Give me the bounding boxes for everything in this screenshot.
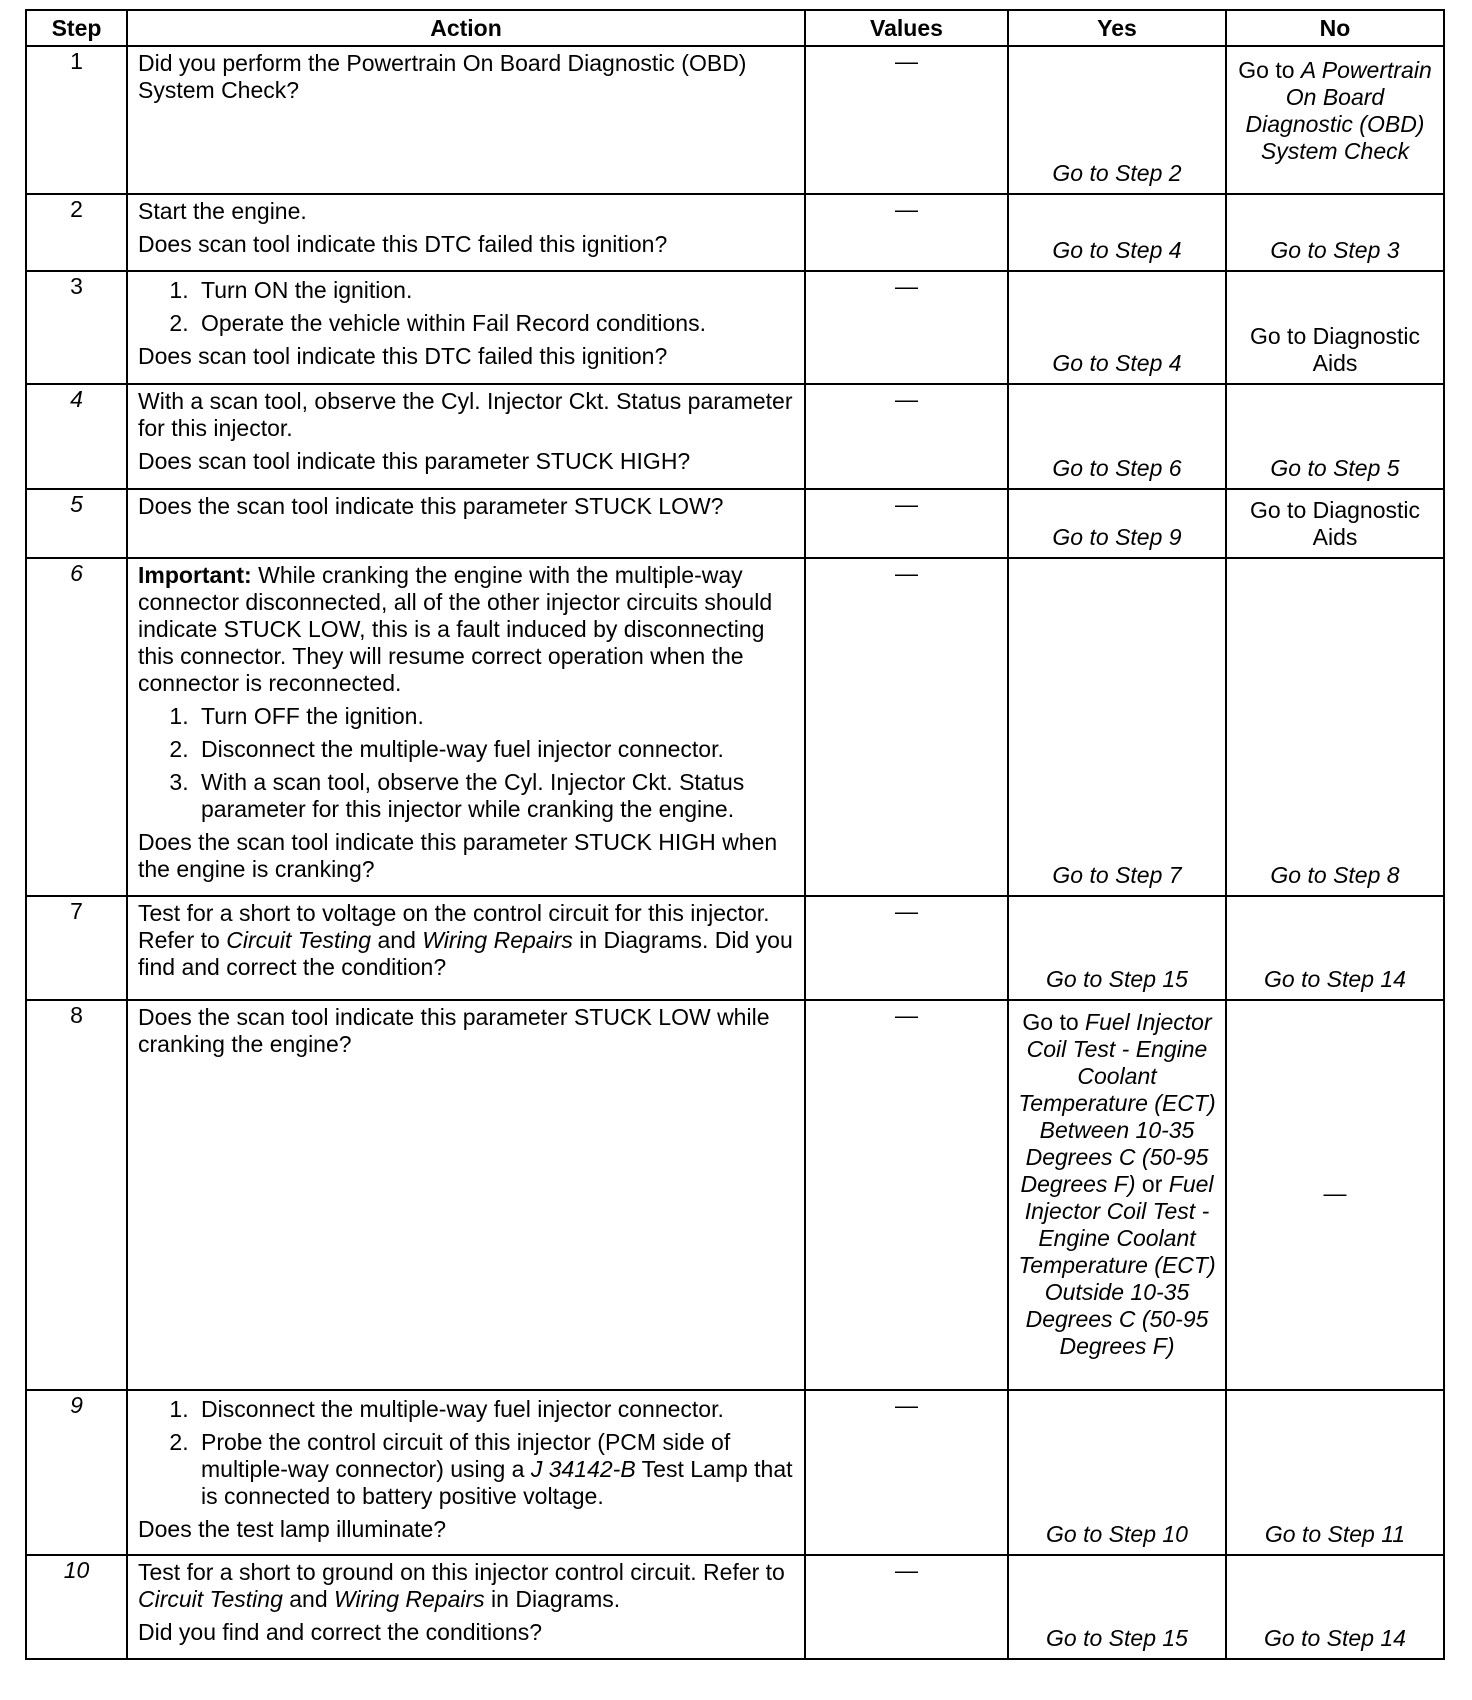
text-span: and: [282, 1586, 335, 1612]
yes-link[interactable]: Go to Step 15: [1046, 1625, 1188, 1651]
no-link[interactable]: Go to Diagnostic Aids: [1249, 323, 1421, 376]
action-question: Did you find and correct the condition?: [138, 927, 793, 980]
no-link[interactable]: Go to Step 14: [1264, 966, 1406, 992]
yes-cell: [1008, 1390, 1226, 1555]
step-number: 8: [26, 1000, 127, 1390]
action-list-item: 1. Disconnect the multiple-way fuel injector connector.: [195, 1396, 794, 1423]
action-question: Does scan tool indicate this parameter STUCK HIGH?: [138, 448, 691, 474]
action-question: Does scan tool indicate this DTC failed this ignition?: [138, 343, 668, 369]
text-span: and: [371, 927, 423, 953]
test-lamp-tool-link[interactable]: J 34142-B: [530, 1456, 636, 1482]
no-link[interactable]: Go to Step 8: [1270, 862, 1400, 888]
no-link[interactable]: Go to Step 14: [1264, 1625, 1406, 1651]
action-text: Start the engine.: [138, 198, 307, 224]
action-text: [138, 1559, 794, 1613]
yes-link[interactable]: Go to Step 4: [1052, 237, 1182, 263]
table-row-4: [26, 384, 1444, 489]
action-cell: [127, 1555, 805, 1659]
step-number: 1: [26, 46, 127, 194]
header-values: Values: [805, 10, 1008, 46]
action-question: Did you find and correct the conditions?: [138, 1619, 543, 1645]
table-header-row: [26, 10, 1444, 46]
coil-test-between-link[interactable]: Fuel Injector Coil Test - Engine Coolant Temperature (ECT) Between 10-35 Degrees C (50-95 Degrees F): [1018, 1009, 1216, 1197]
no-link[interactable]: Go to Step 5: [1270, 455, 1400, 481]
step-number: 7: [26, 896, 127, 1000]
circuit-testing-link[interactable]: Circuit Testing: [138, 1586, 283, 1612]
no-link[interactable]: Go to Diagnostic Aids: [1249, 497, 1421, 550]
action-cell: [127, 46, 805, 194]
values-cell: —: [805, 1390, 1008, 1555]
step-number: 2: [26, 194, 127, 271]
text-span: Test for a short to voltage on the control circuit for this injector. Refer to: [138, 900, 770, 953]
step-number: 5: [26, 489, 127, 558]
values-cell: —: [805, 384, 1008, 489]
action-question: Does scan tool indicate this DTC failed this ignition?: [138, 231, 668, 257]
text-span: in Diagrams.: [484, 1586, 621, 1612]
text-span: Probe the control circuit of this injector (PCM side of multiple-way connector) using a: [201, 1429, 731, 1482]
table-row-8: [26, 1000, 1444, 1390]
yes-link[interactable]: Go to Step 7: [1052, 862, 1182, 888]
yes-link[interactable]: Go to Step 2: [1052, 160, 1182, 186]
action-cell: [127, 1000, 805, 1390]
header-step: Step: [26, 10, 127, 46]
table-row-3: [26, 271, 1444, 384]
no-link[interactable]: Go to Step 11: [1264, 1521, 1406, 1547]
step-number: 3: [26, 271, 127, 384]
no-cell: [1226, 384, 1444, 489]
step-number: 4: [26, 384, 127, 489]
yes-or: or: [1135, 1171, 1169, 1197]
table-row-7: [26, 896, 1444, 1000]
values-cell: —: [805, 1000, 1008, 1390]
values-cell: —: [805, 46, 1008, 194]
action-cell: [127, 1390, 805, 1555]
values-cell: —: [805, 896, 1008, 1000]
text-span: Test Lamp that is connected to battery positive voltage.: [201, 1456, 793, 1509]
no-cell: [1226, 558, 1444, 896]
yes-cell: [1008, 489, 1226, 558]
circuit-testing-link[interactable]: Circuit Testing: [226, 927, 372, 953]
important-label: Important:: [138, 562, 252, 588]
yes-cell: [1008, 896, 1226, 1000]
step-number: 10: [26, 1555, 127, 1659]
important-text: While cranking the engine with the multiple-way connector disconnected, all of the other injector circuits should indicate STUCK LOW, this is a fault induced by disconnecting this connector. They will resume correct operation when the connector is reconnected.: [138, 562, 773, 696]
action-list-item: 3. With a scan tool, observe the Cyl. Injector Ckt. Status parameter for this injector while cranking the engine.: [195, 769, 794, 823]
action-list-item: 1. Turn OFF the ignition.: [195, 703, 794, 730]
yes-cell: [1008, 558, 1226, 896]
table-row-1: [26, 46, 1444, 194]
yes-link[interactable]: Go to Step 9: [1052, 524, 1182, 550]
no-cell: [1226, 194, 1444, 271]
no-cell: —: [1226, 1000, 1444, 1390]
action-cell: [127, 271, 805, 384]
values-cell: —: [805, 1555, 1008, 1659]
no-cell: [1226, 1390, 1444, 1555]
no-cell: [1226, 489, 1444, 558]
action-question: Does the scan tool indicate this parameter STUCK HIGH when the engine is cranking?: [138, 829, 778, 882]
action-text: With a scan tool, observe the Cyl. Injector Ckt. Status parameter for this injector.: [138, 388, 793, 441]
wiring-repairs-link[interactable]: Wiring Repairs: [334, 1586, 485, 1612]
values-cell: —: [805, 271, 1008, 384]
action-text: Did you perform the Powertrain On Board Diagnostic (OBD) System Check?: [138, 50, 747, 103]
table-row-5: [26, 489, 1444, 558]
yes-cell: [1008, 271, 1226, 384]
table-row-6: [26, 558, 1444, 896]
no-link[interactable]: Go to Step 3: [1270, 237, 1400, 263]
header-no: No: [1226, 10, 1444, 46]
action-question: Does the scan tool indicate this parameter STUCK LOW?: [138, 493, 724, 519]
no-cell: [1226, 896, 1444, 1000]
important-note: [138, 562, 794, 697]
no-cell: [1226, 271, 1444, 384]
values-cell: —: [805, 489, 1008, 558]
text-span: Test for a short to ground on this injector control circuit. Refer to: [138, 1559, 785, 1585]
yes-cell: [1008, 384, 1226, 489]
no-link[interactable]: A Powertrain On Board Diagnostic (OBD) System Check: [1245, 57, 1432, 164]
coil-test-outside-link[interactable]: Fuel Injector Coil Test - Engine Coolant Temperature (ECT) Outside 10-35 Degrees C (50-95 Degrees F): [1018, 1171, 1216, 1359]
no-cell: [1226, 46, 1444, 194]
values-cell: —: [805, 194, 1008, 271]
action-cell: [127, 558, 805, 896]
yes-link[interactable]: Go to Step 15: [1046, 966, 1188, 992]
action-list-item: [195, 1429, 794, 1510]
yes-prefix: Go to: [1022, 1009, 1086, 1035]
action-list-item: 2. Disconnect the multiple-way fuel injector connector.: [195, 736, 794, 763]
action-text: [138, 900, 794, 981]
header-action: Action: [127, 10, 805, 46]
action-question: Does the scan tool indicate this parameter STUCK LOW while cranking the engine?: [138, 1004, 770, 1057]
values-cell: —: [805, 558, 1008, 896]
wiring-repairs-link[interactable]: Wiring Repairs: [422, 927, 573, 953]
yes-cell: [1008, 46, 1226, 194]
diagnostic-table: [25, 9, 1445, 1660]
step-number: 9: [26, 1390, 127, 1555]
yes-cell: [1008, 1000, 1226, 1390]
yes-link[interactable]: Go to Step 10: [1046, 1521, 1188, 1547]
table-row-2: [26, 194, 1444, 271]
table-row-9: [26, 1390, 1444, 1555]
yes-link[interactable]: Go to Step 4: [1052, 350, 1182, 376]
header-yes: Yes: [1008, 10, 1226, 46]
text-span: in Diagrams.: [572, 927, 709, 953]
yes-cell: [1008, 1555, 1226, 1659]
action-question: Does the test lamp illuminate?: [138, 1516, 447, 1542]
table-row-10: [26, 1555, 1444, 1659]
yes-link[interactable]: Go to Step 6: [1052, 455, 1182, 481]
action-list-item: 2. Operate the vehicle within Fail Record conditions.: [195, 310, 794, 337]
action-cell: [127, 384, 805, 489]
action-cell: [127, 194, 805, 271]
yes-cell: [1008, 194, 1226, 271]
action-cell: [127, 896, 805, 1000]
step-number: 6: [26, 558, 127, 896]
no-prefix: Go to: [1238, 57, 1301, 83]
action-cell: [127, 489, 805, 558]
action-list-item: 1. Turn ON the ignition.: [195, 277, 794, 304]
no-cell: [1226, 1555, 1444, 1659]
